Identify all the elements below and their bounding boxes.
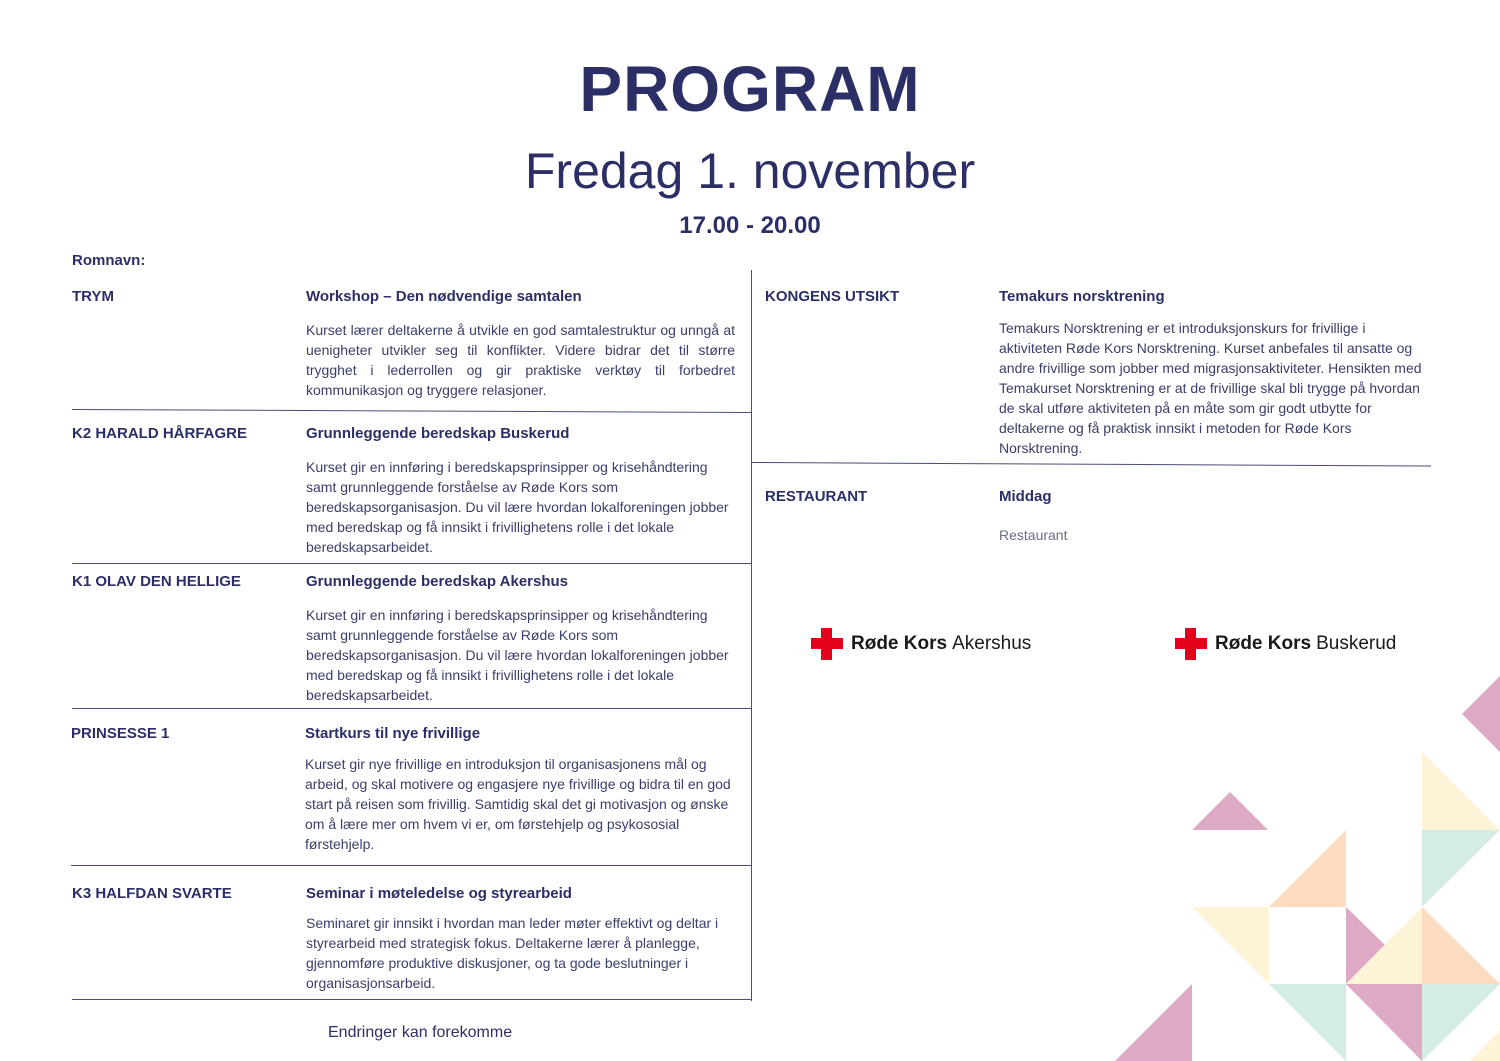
session-description: Kurset gir en innføring i beredskapsprinsipper og krisehåndtering samt grunnleggende forståelse av Røde Kors som beredskapsorganisasjon. Du vil lære hvordan lokalforeningen jobber med beredskap og få innsikt i frivillighetens rolle i det lokale beredskapsarbeidet. — [306, 459, 729, 555]
room-label: Romnavn: — [72, 252, 146, 269]
logo-region: Akershus — [952, 633, 1032, 654]
session-room: PRINSESSE 1 — [71, 725, 170, 742]
footer-note: Endringer kan forekomme — [328, 1024, 513, 1041]
session-title: Temakurs norsktrening — [999, 288, 1165, 305]
red-cross-icon — [811, 628, 843, 660]
logo-rode-kors-buskerud — [1175, 628, 1396, 660]
session-room: K3 HALFDAN SVARTE — [72, 885, 232, 902]
row-divider — [72, 708, 751, 709]
session-room: RESTAURANT — [765, 488, 868, 505]
session-description: Kurset lærer deltakerne å utvikle en god samtalestruktur og unngå at uenigheter utvikler seg til konflikter. Videre bidrar det til større trygghet i lederrollen og gir praktiske verktøy til forbedret kommunikasjon og tryggere relasjoner. — [306, 322, 735, 398]
session-description: Temakurs Norsktrening er et introduksjonskurs for frivillige i aktiviteten Røde Kors Norsktrening. Kurset anbefales til ansatte og andre frivillige som jobber med migrasjonsaktiviteter. Hensikten med Temakurset Norsktrening er at de frivillige skal bli trygge på hvordan de skal utføre aktiviteten på en måte som gir godt utbytte for deltakerne og få praktisk innsikt i metoden for Røde Kors Norsktrening. — [999, 320, 1422, 456]
column-divider — [751, 270, 752, 1001]
session-room: K2 HARALD HÅRFAGRE — [72, 425, 248, 442]
session-description: Kurset gir nye frivillige en introduksjon til organisasjonens mål og arbeid, og skal motivere og engasjere nye frivillige og bidra til en god start på reisen som frivillig. Samtidig skal det gi motivasjon og ønske om å lære mer om hvem vi er, om førstehjelp og psykososial førstehjelp. — [305, 756, 731, 852]
row-divider — [72, 563, 751, 564]
red-cross-icon — [1175, 628, 1207, 660]
session-title: Seminar i møteledelse og styrearbeid — [306, 885, 572, 902]
session-room: KONGENS UTSIKT — [765, 288, 900, 305]
session-description: Kurset gir en innføring i beredskapsprinsipper og krisehåndtering samt grunnleggende forståelse av Røde Kors som beredskapsorganisasjon. Du vil lære hvordan lokalforeningen jobber med beredskap og få innsikt i frivillighetens rolle i det lokale beredskapsarbeidet. — [306, 607, 729, 703]
session-title: Grunnleggende beredskap Akershus — [306, 573, 569, 590]
row-divider — [72, 999, 751, 1000]
logo-region: Buskerud — [1316, 633, 1397, 654]
session-title: Grunnleggende beredskap Buskerud — [306, 425, 570, 442]
logo-rode-kors-akershus — [811, 628, 1031, 660]
session-title: Workshop – Den nødvendige samtalen — [306, 288, 582, 305]
logo-brand: Røde Kors — [1215, 633, 1312, 654]
session-room: K1 OLAV DEN HELLIGE — [72, 573, 241, 590]
session-room: TRYM — [72, 288, 114, 305]
page-title: PROGRAM — [579, 53, 921, 125]
row-divider — [71, 865, 751, 866]
session-title: Middag — [999, 488, 1052, 505]
row-divider — [72, 409, 751, 413]
event-time: 17.00 - 20.00 — [679, 212, 821, 239]
event-date: Fredag 1. november — [524, 143, 976, 199]
logo-brand: Røde Kors — [851, 633, 948, 654]
session-title: Startkurs til nye frivillige — [305, 725, 481, 742]
session-description: Seminaret gir innsikt i hvordan man leder møter effektivt og deltar i styrearbeid med strategisk fokus. Deltakerne lærer å planlegge, gjennomføre produktive diskusjoner, og ta gode beslutninger i organisasjonsarbeid. — [306, 915, 719, 991]
decorative-triangle-pattern — [1100, 670, 1500, 1061]
row-divider — [752, 462, 1431, 467]
session-location: Restaurant — [999, 527, 1068, 543]
